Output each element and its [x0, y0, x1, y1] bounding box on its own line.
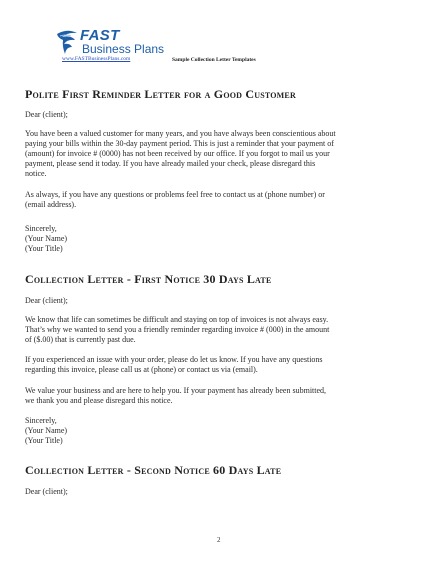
letter-paragraph-line: payment, please send it today. If you have already mailed your check, please disregard this [25, 159, 316, 168]
letter-paragraph-line: notice. [25, 169, 47, 178]
section-heading-second-notice: Collection Letter - Second Notice 60 Days Late [25, 463, 282, 477]
logo-text-business-plans: Business Plans [82, 42, 165, 56]
letter-closing: Sincerely, [25, 224, 57, 233]
letter-paragraph-line: we thank you and please disregard this notice. [25, 396, 173, 405]
letter-signature-name: (Your Name) [25, 426, 68, 435]
letter-paragraph-line: That’s why we wanted to send you a friendly reminder regarding invoice # (000) in the amount [25, 325, 330, 334]
letter-paragraph-line: You have been a valued customer for many years, and you have always been conscientious about [25, 129, 336, 138]
letter-paragraph-line: If you experienced an issue with your order, please do let us know. If you have any questions [25, 355, 323, 364]
document-header-title: Sample Collection Letter Templates [172, 57, 256, 63]
letter-paragraph-line: We know that life can sometimes be difficult and staying on top of invoices is not always easy. [25, 315, 329, 324]
letter-signature-title: (Your Title) [25, 436, 63, 445]
letter-paragraph-line: (email address). [25, 200, 77, 209]
page-number: 2 [217, 536, 221, 544]
section-heading-first-notice: Collection Letter - First Notice 30 Days Late [25, 272, 272, 286]
letter-signature-title: (Your Title) [25, 244, 63, 253]
website-link[interactable]: www.FASTBusinessPlans.com [62, 56, 131, 62]
letter-signature-name: (Your Name) [25, 234, 68, 243]
letter-paragraph-line: As always, if you have any questions or problems feel free to contact us at (phone number) or [25, 190, 325, 199]
letter-salutation: Dear (client); [25, 110, 68, 119]
company-logo [54, 26, 194, 60]
logo-text-fast: FAST [80, 27, 120, 44]
letter-paragraph-line: regarding this invoice, please call us at (phone) or contact us via (email). [25, 365, 258, 374]
letter-paragraph-line: of ($.00) that is currently past due. [25, 335, 136, 344]
swirl-logo-icon [54, 28, 80, 58]
letter-closing: Sincerely, [25, 416, 57, 425]
letter-paragraph-line: We value your business and are here to help you. If your payment has already been submitted, [25, 386, 327, 395]
letter-paragraph-line: paying your bills within the 30-day payment period. This is just a reminder that your payment of [25, 139, 334, 148]
letter-salutation: Dear (client); [25, 487, 68, 496]
letter-salutation: Dear (client); [25, 296, 68, 305]
section-heading-polite-reminder: Polite First Reminder Letter for a Good Customer [25, 87, 296, 101]
letter-paragraph-line: (amount) for invoice # (0000) has not been received by our office. If you forgot to mail us your [25, 149, 330, 158]
